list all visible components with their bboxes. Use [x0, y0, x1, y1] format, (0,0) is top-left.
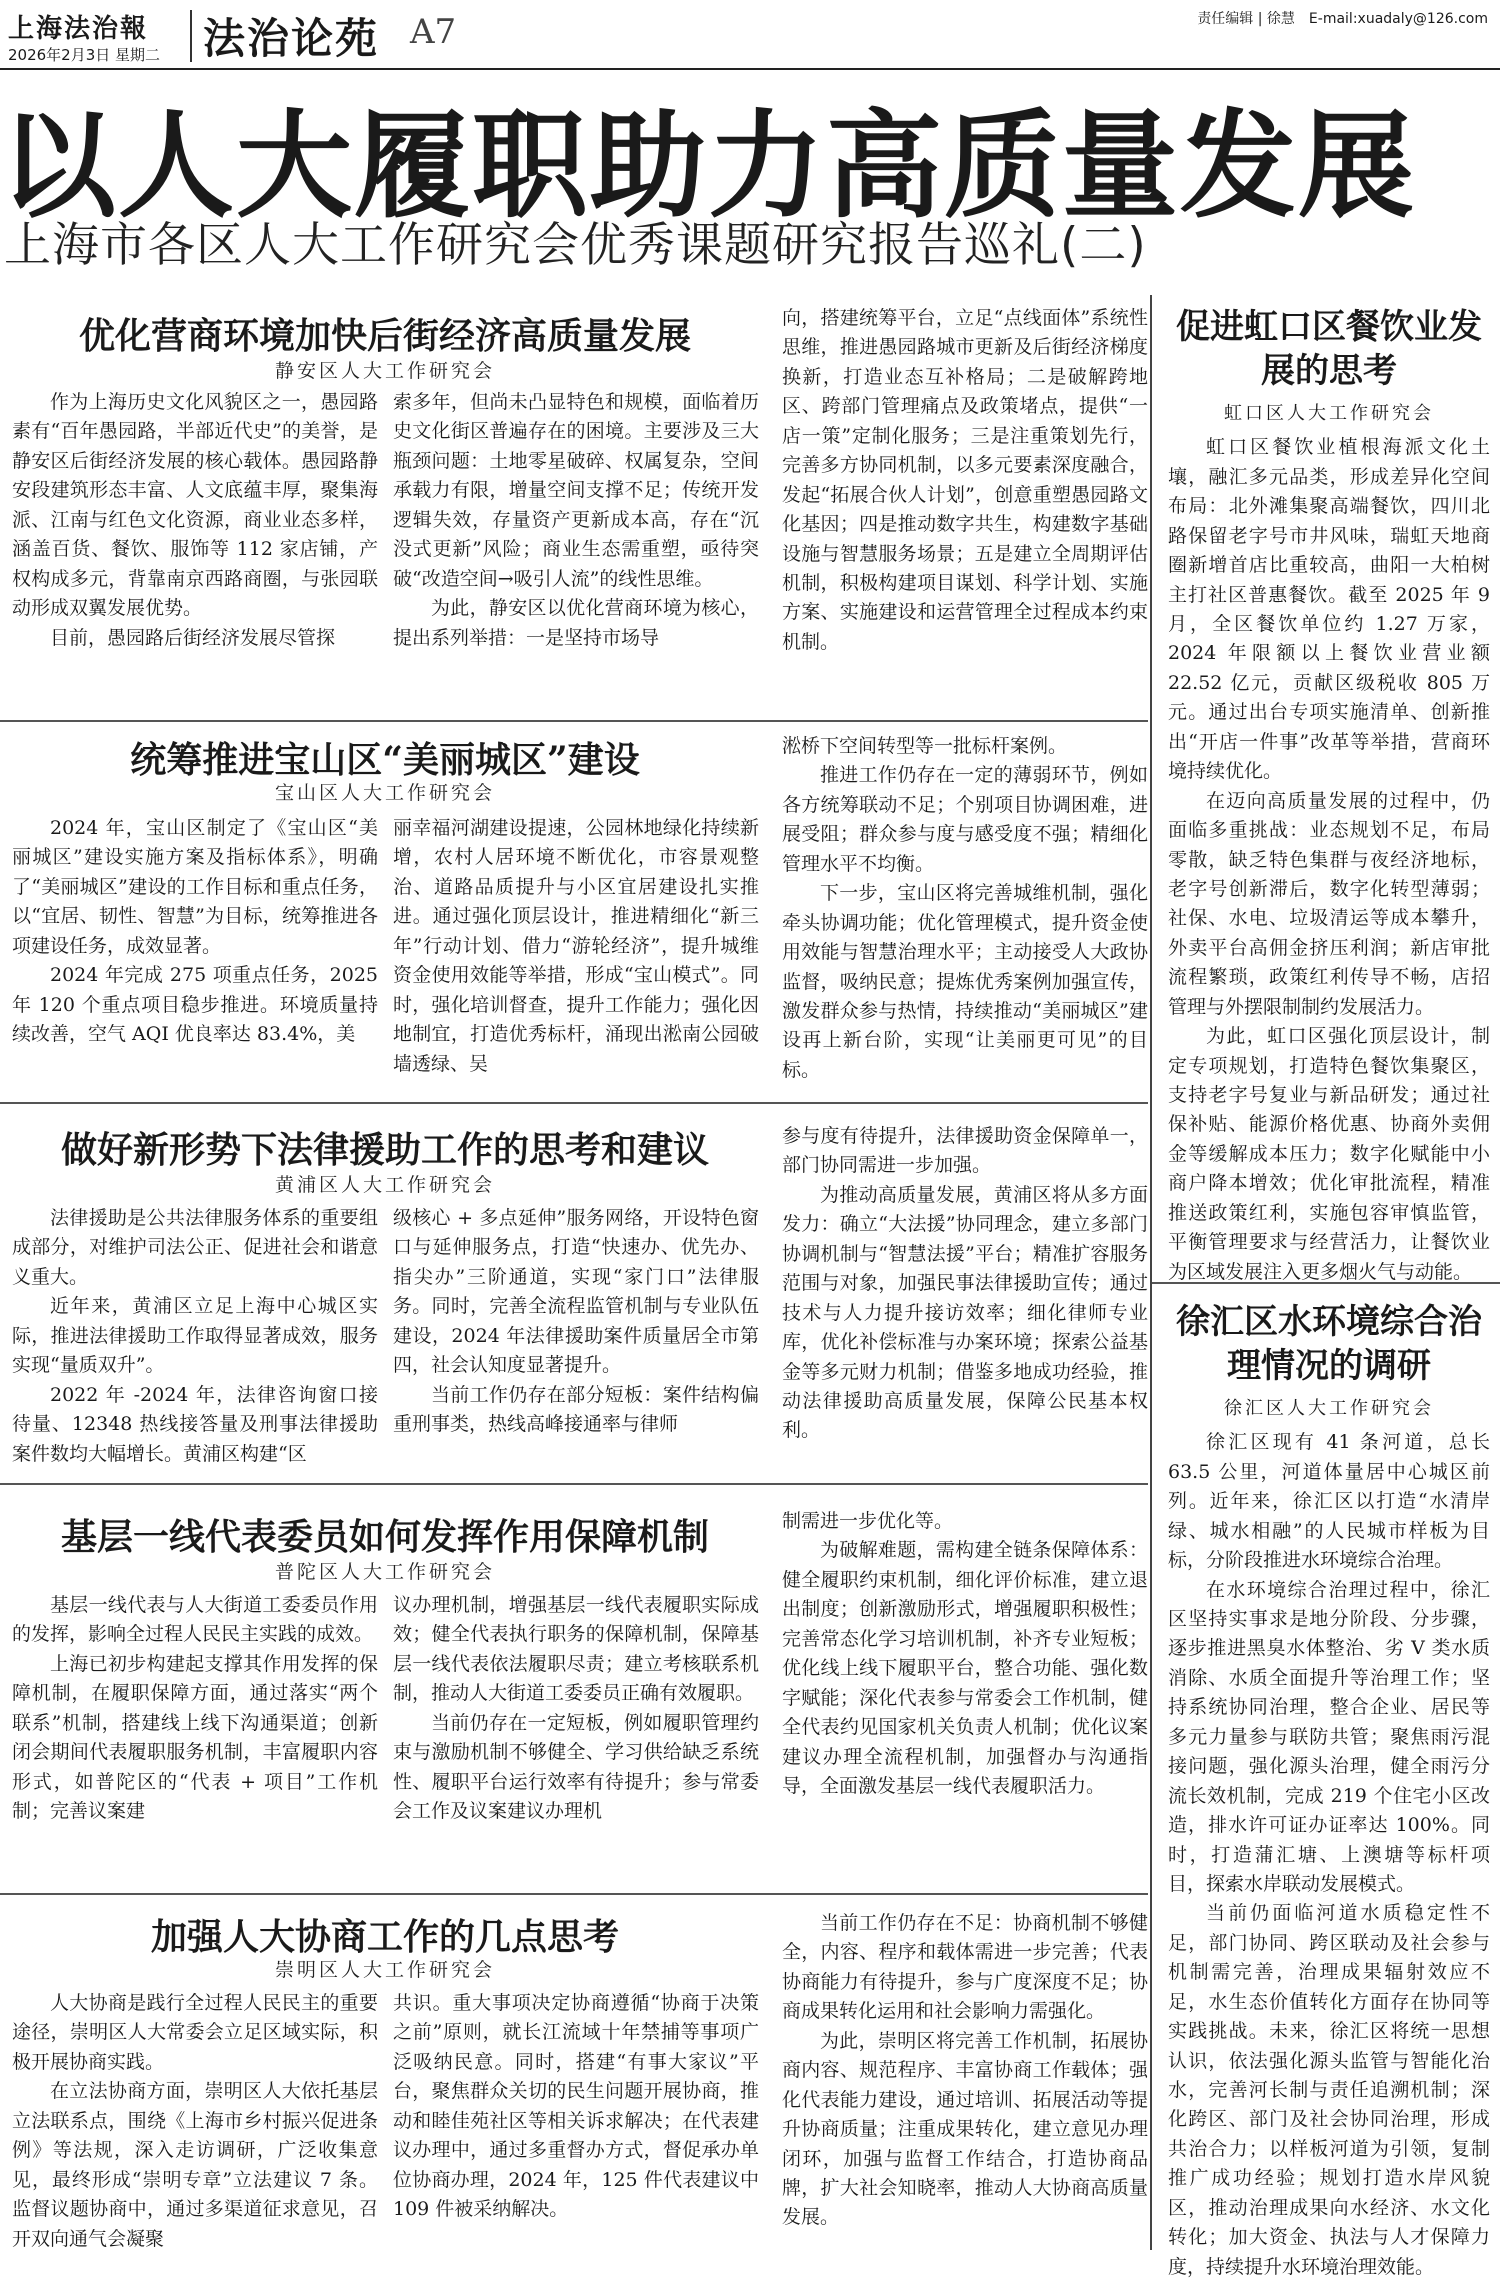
article-column [393, 1591, 759, 1891]
article-column [393, 1989, 759, 2253]
sidebar-body [1168, 1428, 1490, 2282]
article-column [393, 1204, 759, 1481]
article-chongming [0, 1897, 1148, 2253]
masthead [0, 0, 1500, 70]
masthead-divider [190, 10, 192, 62]
article-column [393, 814, 759, 1100]
article-putuo [0, 1487, 1148, 1891]
sidebar-title: 徐汇区水环境综合治理情况的调研 [1176, 1302, 1482, 1387]
article-author: 宝山区人大工作研究会 [274, 782, 495, 804]
article-title: 加强人大协商工作的几点思考 [150, 1916, 619, 1958]
sub-headline: 上海市各区人大工作研究会优秀课题研究报告巡礼(二) [4, 218, 1147, 273]
article-column [12, 814, 378, 1100]
article-divider [0, 1102, 1148, 1104]
sidebar-article-hongkou [1168, 305, 1490, 1283]
paragraph: 近年来，黄浦区立足上海中心城区实际，推进法律援助工作取得显著成效，服务实现“量质双升”。 [12, 1295, 378, 1377]
newspaper-logo: 上海法治報 [8, 14, 149, 44]
paragraph: 徐汇区现有 41 条河道，总长 63.5 公里，河道体量居中心城区前列。近年来，徐汇区以打造“水清岸绿、城水相融”的人民城市样板为目标，分阶段推进水环境综合治理。 [1168, 1431, 1490, 1572]
sidebar-title: 促进虹口区餐饮业发展的思考 [1176, 307, 1482, 392]
sidebar-author: 徐汇区人大工作研究会 [1224, 1398, 1434, 1420]
paragraph: 为此，静安区以优化营商环境为核心，提出系列举措：一是坚持市场导 [393, 597, 759, 649]
paragraph: 淞桥下空间转型等一批标杆案例。 [782, 735, 1068, 757]
article-column [782, 732, 1148, 1100]
article-title: 做好新形势下法律援助工作的思考和建议 [60, 1129, 709, 1171]
paragraph: 2022 年 -2024 年，法律咨询窗口接待量、12348 热线接答量及刑事法律援助案件数均大幅增长。黄浦区构建“区 [12, 1383, 378, 1465]
paragraph: 在水环境综合治理过程中，徐汇区坚持实事求是地分阶段、分步骤，逐步推进黑臭水体整治、劣 V 类水质消除、水质全面提升等治理工作；坚持系统协同治理，整合企业、居民等多元力量参与联防共管；聚焦雨污混接问题，强化源头治理，健全雨污分流长效机制，完成 219 个住宅小区改造，排水许可证办证率达 100%。同时，打造蒲汇塘、上澳塘等标杆项目，探索水岸联动发展模式。 [1168, 1578, 1490, 1895]
article-column [12, 1989, 378, 2253]
article-column [782, 1909, 1148, 2253]
editor-credit: 责任编辑 | 徐慧 E-mail:xuadaly@126.com [1197, 11, 1488, 27]
article-divider [0, 1893, 1148, 1895]
paragraph: 在立法协商方面，崇明区人大依托基层立法联系点，围绕《上海市乡村振兴促进条例》等法规，深入走访调研，广泛收集意见，最终形成“崇明专章”立法建议 7 条。监督议题协商中，通过多渠道征求意见，召开双向通气会凝聚 [12, 2080, 378, 2250]
article-title: 基层一线代表委员如何发挥作用保障机制 [60, 1516, 709, 1558]
article-baoshan [0, 724, 1148, 1100]
masthead-rule [0, 68, 1500, 70]
article-author: 普陀区人大工作研究会 [274, 1561, 495, 1583]
sidebar-author: 虹口区人大工作研究会 [1224, 403, 1434, 425]
article-column [12, 388, 378, 718]
paragraph: 推进工作仍存在一定的薄弱环节，例如各方统筹联动不足；个别项目协调困难，进展受阻；群众参与度与感受度不强；精细化管理水平不均衡。 [782, 764, 1148, 875]
article-column [12, 1204, 378, 1481]
paragraph: 目前，愚园路后街经济发展尽管探 [50, 626, 336, 649]
issue-date: 2026年2月3日 星期二 [8, 46, 161, 64]
paragraph: 虹口区餐饮业植根海派文化土壤，融汇多元品类，形成差异化空间布局：北外滩集聚高端餐饮，四川北路保留老字号市井风味，瑞虹天地商圈新增首店比重较高，曲阳一大柏树主打社区普惠餐饮。截至 2025 年 9 月，全区餐饮单位约 1.27 万家，2024 年限额以上餐饮业营业额 22.52 亿元，贡献区级税收 805 万元。通过出台专项实施清单、创新推出“开店一件事”改革等举措，营商环境持续优化。 [1168, 436, 1490, 783]
section-name: 法治论苑 [203, 14, 380, 63]
paragraph: 为推动高质量发展，黄浦区将从多方面发力：确立“大法援”协同理念，建立多部门协调机制与“智慧法援”平台；精准扩容服务范围与对象，加强民事法律援助宣传；通过技术与人力提升接访效率；细化律师专业库，优化补偿标准与办案环境；探索公益基金等多元财力机制；借鉴多地成功经验，推动法律援助高质量发展，保障公民基本权利。 [782, 1183, 1148, 1442]
paragraph: 为破解难题，需构建全链条保障体系：健全履职约束机制，细化评价标准，建立退出制度；创新激励形式，增强履职积极性；完善常态化学习培训机制，补齐专业短板；优化线上线下履职平台，整合功能、强化数字赋能；深化代表参与常委会工作机制，健全代表约见国家机关负责人机制；优化议案建议办理全流程机制，加强督办与沟通指导，全面激发基层一线代表履职活力。 [782, 1539, 1148, 1797]
column-divider [1150, 295, 1152, 2250]
paragraph: 在迈向高质量发展的过程中，仍面临多重挑战：业态规划不足，布局零散，缺乏特色集群与夜经济地标，老字号创新滞后，数字化转型薄弱；社保、水电、垃圾清运等成本攀升，外卖平台高佣金挤压利润；新店审批流程繁琐，政策红利传导不畅，店招管理与外摆限制制约发展活力。 [1168, 789, 1490, 1018]
article-divider [0, 720, 1148, 722]
paragraph: 2024 年完成 275 项重点任务，2025 年 120 个重点项目稳步推进。环境质量持续改善，空气 AQI 优良率达 83.4%，美 [12, 964, 378, 1046]
paragraph: 丽幸福河湖建设提速，公园林地绿化持续新增，农村人居环境不断优化，市容景观整治、道路品质提升与小区宜居建设扎实推进。通过强化顶层设计，推进精细化“新三年”行动计划、借力“游轮经济”，提升城维资金使用效能等举措，形成“宝山模式”。同时，强化培训督查，提升工作能力；强化因地制宜，打造优秀标杆，涌现出淞南公园破墙透绿、吴 [393, 817, 759, 1075]
paragraph: 共识。重大事项决定协商遵循“协商于决策之前”原则，就长江流域十年禁捕等事项广泛吸纳民意。同时，搭建“有事大家议”平台，聚焦群众关切的民生问题开展协商，推动和睦佳苑社区等相关诉求解决；在代表建议办理中，通过多重督办方式，督促承办单位协商办理，2024 年，125 件代表建议中 109 件被采纳解决。 [393, 1992, 759, 2221]
article-author: 崇明区人大工作研究会 [274, 1959, 495, 1981]
paragraph: 为此，崇明区将完善工作机制，拓展协商内容、规范程序、丰富协商工作载体；强化代表能力建设，通过培训、拓展活动等提升协商质量；注重成果转化，建立意见办理闭环，加强与监督工作结合，打造协商品牌，扩大社会知晓率，推动人大协商高质量发展。 [782, 2029, 1148, 2229]
paragraph: 当前仍存在一定短板，例如履职管理约束与激励机制不够健全、学习供给缺乏系统性、履职平台运行效率有待提升；参与常委会工作及议案建议办理机 [393, 1711, 759, 1823]
paragraph: 索多年，但尚未凸显特色和规模，面临着历史文化街区普遍存在的困境。主要涉及三大瓶颈问题：土地零星破碎、权属复杂，空间承载力有限，增量空间支撑不足；传统开发逻辑失效，存量资产更新成本高，存在“沉没式更新”风险；商业生态需重塑，亟待突破“改造空间→吸引人流”的线性思维。 [393, 391, 759, 590]
paragraph: 参与度有待提升，法律援助资金保障单一，部门协同需进一步加强。 [782, 1125, 1148, 1177]
article-column [782, 1507, 1148, 1891]
paragraph: 作为上海历史文化风貌区之一，愚园路素有“百年愚园路，半部近代史”的美誉，是静安区后街经济发展的核心载体。愚园路静安段建筑形态丰富、人文底蕴丰厚，聚集海派、江南与红色文化资源，商业业态多样，涵盖百货、餐饮、服饰等 112 家店铺，产权构成多元，背靠南京西路商圈，与张园联动形成双翼发展优势。 [12, 391, 378, 620]
paragraph: 上海已初步构建起支撑其作用发挥的保障机制，在履职保障方面，通过落实“两个联系”机制，搭建线上线下沟通渠道；创新闭会期间代表履职服务机制，丰富履职内容形式，如普陀区的“代表 + 项目”工作机制；完善议案建 [12, 1652, 378, 1823]
paragraph: 制需进一步优化等。 [782, 1510, 954, 1532]
paragraph: 为此，虹口区强化顶层设计，制定专项规划，打造特色餐饮集聚区，支持老字号复业与新品研发；通过社保补贴、能源价格优惠、协商外卖佣金等缓解成本压力；数字化赋能中小商户降本增效；优化审批流程，精准推送政策红利，实施包容审慎监管，平衡管理要求与经营活力，让餐饮业为区域发展注入更多烟火气与动能。 [1168, 1025, 1490, 1283]
paragraph: 2024 年，宝山区制定了《宝山区“美丽城区”建设实施方案及指标体系》，明确了“美丽城区”建设的工作目标和重点任务，以“宜居、韧性、智慧”为目标，统筹推进各项建设任务，成效显著。 [12, 817, 378, 957]
article-author: 黄浦区人大工作研究会 [274, 1174, 495, 1196]
sidebar-body [1168, 433, 1490, 1287]
paragraph: 当前工作仍存在部分短板：案件结构偏重刑事类，热线高峰接通率与律师 [393, 1383, 759, 1436]
paragraph: 级核心 + 多点延伸”服务网络，开设特色窗口与延伸服务点，打造“快速办、优先办、指尖办”三阶通道，实现“家门口”法律服务。同时，完善全流程监管机制与专业队伍建设，2024 年法律援助案件质量居全市第四，社会认知度显著提升。 [393, 1207, 759, 1377]
paragraph: 人大协商是践行全过程人民民主的重要途径，崇明区人大常委会立足区域实际，积极开展协商实践。 [12, 1992, 378, 2073]
paragraph: 基层一线代表与人大街道工委委员作用的发挥，影响全过程人民民主实践的成效。 [12, 1594, 378, 1646]
paragraph: 下一步，宝山区将完善城维机制，强化牵头协调功能；优化管理模式，提升资金使用效能与智慧治理水平；主动接受人大政协监督，吸纳民意；提炼优秀案例加强宣传，激发群众参与热情，持续推动“美丽城区”建设再上新台阶，实现“让美丽更可见”的目标。 [782, 882, 1148, 1081]
page-number: A7 [410, 12, 457, 52]
paragraph: 议办理机制，增强基层一线代表履职实际成效；健全代表执行职务的保障机制，保障基层一线代表依法履职尽责；建立考核联系机制，推动人大街道工委委员正确有效履职。 [393, 1594, 759, 1705]
article-title: 优化营商环境加快后街经济高质量发展 [78, 315, 691, 357]
main-headline: 以人大履职助力高质量发展 [0, 98, 1416, 234]
article-column [393, 388, 759, 718]
article-jingan [0, 298, 1148, 718]
article-huangpu [0, 1106, 1148, 1481]
paragraph: 法律援助是公共法律服务体系的重要组成部分，对维护司法公正、促进社会和谐意义重大。 [12, 1207, 378, 1288]
article-column [12, 1591, 378, 1891]
paragraph: 向，搭建统筹平台，立足“点线面体”系统性思维，推进愚园路城市更新及后街经济梯度换新，打造业态互补格局；二是破解跨地区、跨部门管理痛点及政策堵点，提供“一店一策”定制化服务；三是注重策划先行，完善多方协同机制，以多元要素深度融合，发起“拓展合伙人计划”，创意重塑愚园路文化基因；四是推动数字共生，构建数字基础设施与智慧服务场景；五是建立全周期评估机制，积极构建项目谋划、科学计划、实施方案、实施建设和运营管理全过程成本约束机制。 [782, 307, 1148, 653]
paragraph: 当前工作仍存在不足：协商机制不够健全，内容、程序和载体需进一步完善；代表协商能力有待提升，参与广度深度不足；协商成果转化运用和社会影响力需强化。 [782, 1912, 1148, 2023]
article-author: 静安区人大工作研究会 [274, 360, 495, 382]
article-column [782, 1122, 1148, 1481]
article-divider [0, 1483, 1148, 1485]
article-title: 统筹推进宝山区“美丽城区”建设 [130, 739, 640, 781]
sidebar-article-xuhui [1168, 1300, 1490, 2278]
article-column [782, 304, 1148, 718]
paragraph: 当前仍面临河道水质稳定性不足，部门协同、跨区联动及社会参与机制需完善，治理成果辐射效应不足，水生态价值转化方面存在协同等实践挑战。未来，徐汇区将统一思想认识，依法强化源头监管与智能化治水，完善河长制与责任追溯机制；深化跨区、部门及社会协同治理，形成共治合力；以样板河道为引领，复制推广成功经验；规划打造水岸风貌区，推动治理成果向水经济、水文化转化；加大资金、执法与人才保障力度，持续提升水环境治理效能。 [1168, 1902, 1490, 2278]
